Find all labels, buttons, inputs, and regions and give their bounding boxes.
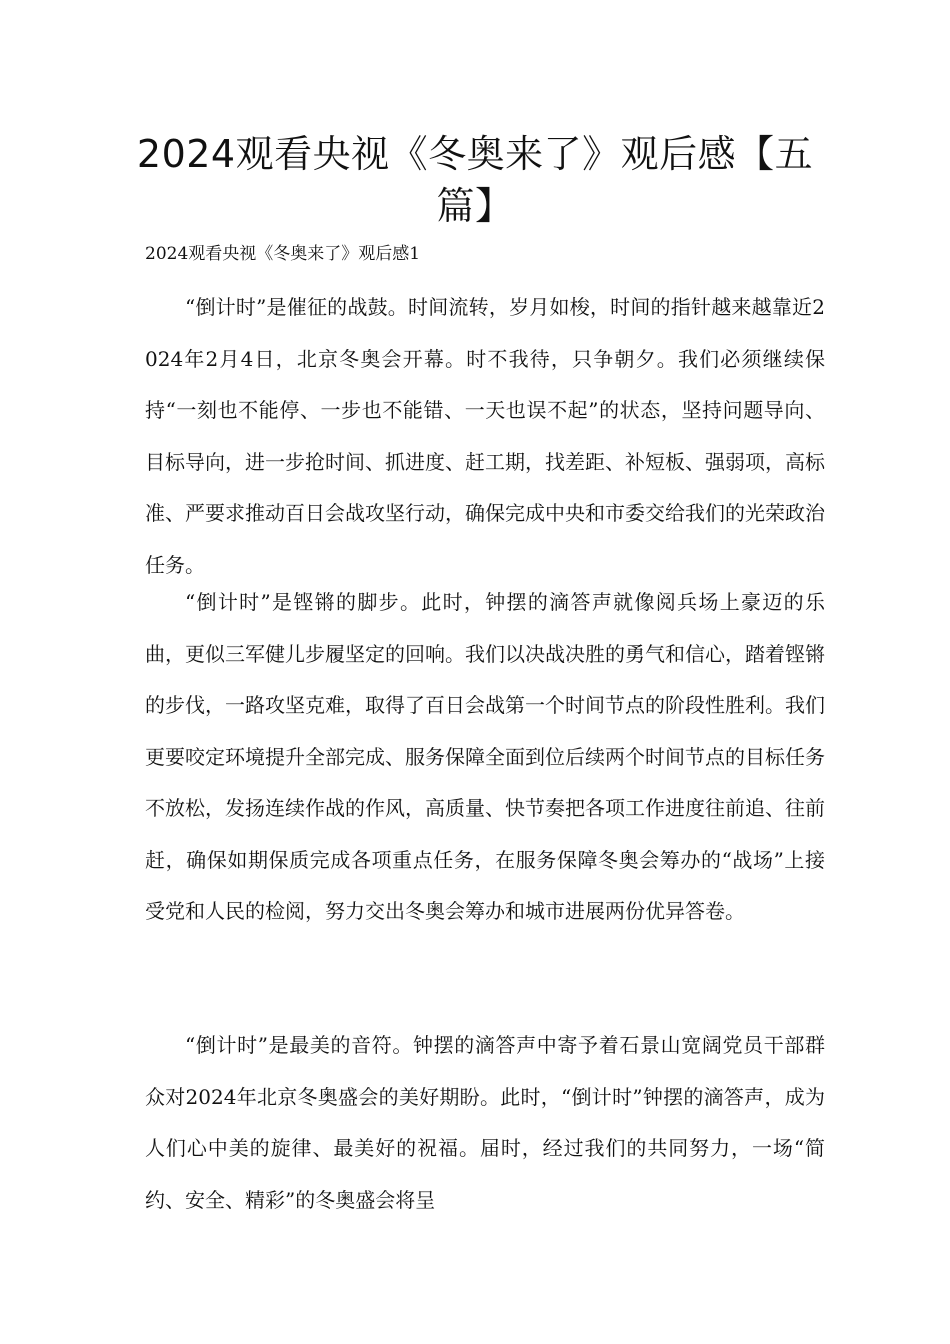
paragraph-1: “倒计时”是催征的战鼓。时间流转，岁月如梭，时间的指针越来越靠近2024年2月4日，北京冬奥会开幕。时不我待，只争朝夕。我们必须继续保持“一刻也不能停、一步也不能错、一天也误不起”的状态，坚持问题导向、目标导向，进一步抢时间、抓进度、赶工期，找差距、补短板、强弱项，高标准、严要求推动百日会战攻坚行动，确保完成中央和市委交给我们的光荣政治任务。 xyxy=(145,295,825,577)
paragraph-3: “倒计时”是最美的音符。钟摆的滴答声中寄予着石景山宽阔党员干部群众对2024年北京冬奥盛会的美好期盼。此时，“倒计时”钟摆的滴答声，成为人们心中美的旋律、最美好的祝福。届时，经过我们的共同努力，一场“简约、安全、精彩”的冬奥盛会将呈 xyxy=(145,1033,825,1212)
paragraph-2: “倒计时”是铿锵的脚步。此时，钟摆的滴答声就像阅兵场上豪迈的乐曲，更似三军健儿步履坚定的回响。我们以决战决胜的勇气和信心，踏着铿锵的步伐，一路攻坚克难，取得了百日会战第一个时间节点的阶段性胜利。我们更要咬定环境提升全部完成、服务保障全面到位后续两个时间节点的目标任务不放松，发扬连续作战的作风，高质量、快节奏把各项工作进度往前追、往前赶，确保如期保质完成各项重点任务，在服务保障冬奥会筹办的“战场”上接受党和人民的检阅，努力交出冬奥会筹办和城市进展两份优异答卷。 xyxy=(145,590,825,923)
document-title: 2024观看央视《冬奥来了》观后感【五篇】 xyxy=(136,132,814,228)
section-heading: 2024观看央视《冬奥来了》观后感1 xyxy=(145,244,421,264)
